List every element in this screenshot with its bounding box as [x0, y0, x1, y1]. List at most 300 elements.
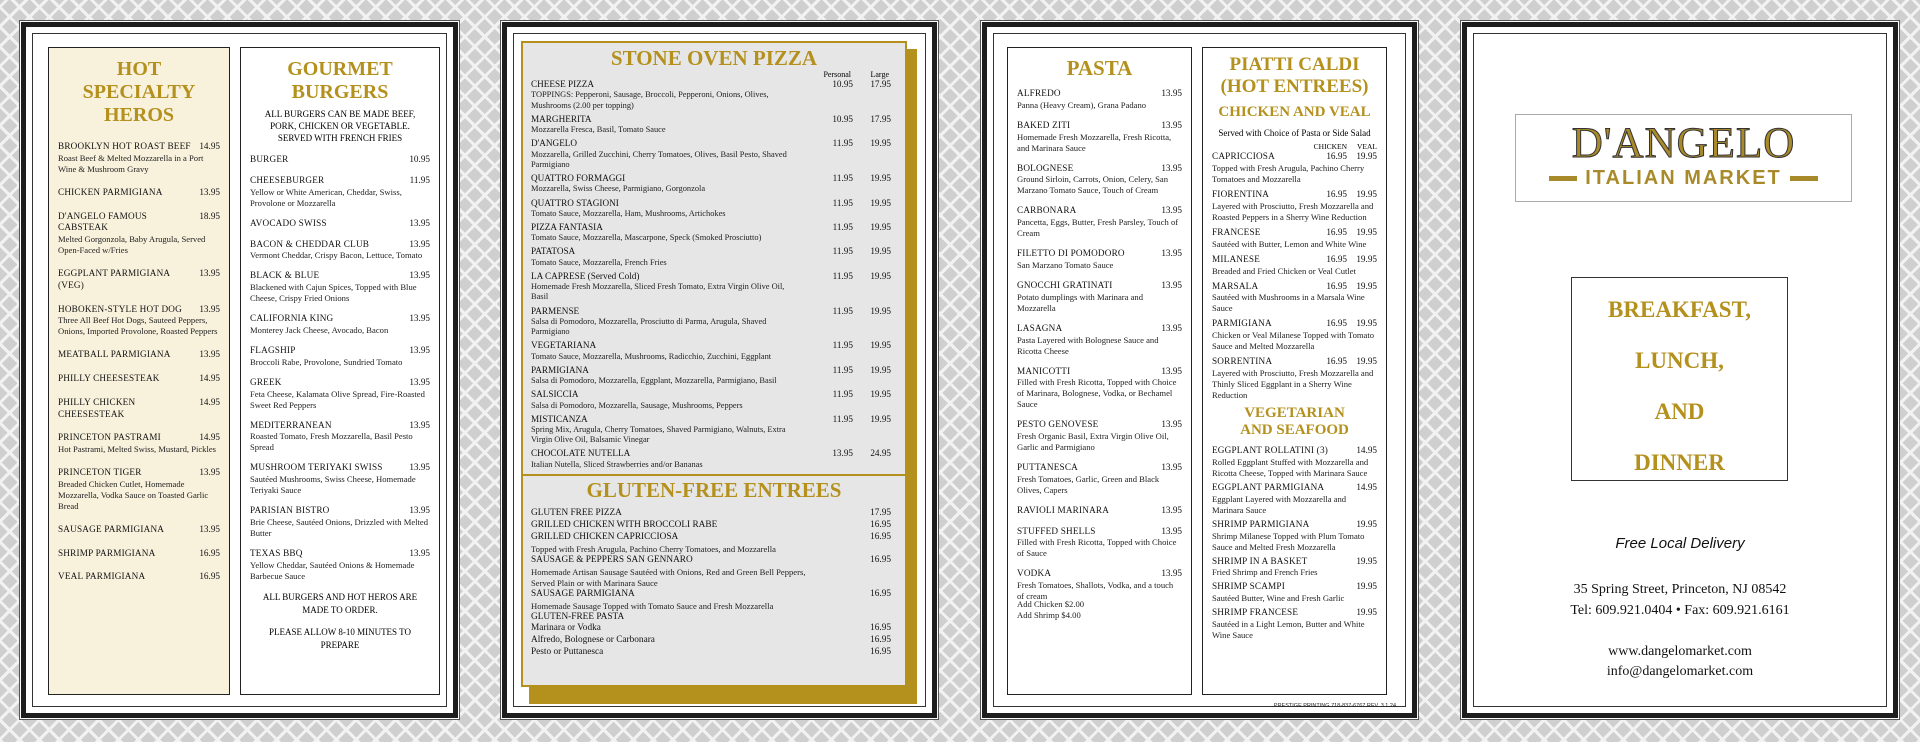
price-chicken: 16.95 — [1326, 318, 1347, 329]
caldi-name: MILANESE — [1212, 253, 1261, 264]
item-price: 16.95 — [199, 571, 220, 582]
price-chicken: 16.95 — [1326, 151, 1347, 162]
pizza-item — [531, 222, 891, 243]
pizza-prices — [815, 138, 891, 149]
pizza-item — [531, 389, 891, 410]
item-price: 13.95 — [199, 186, 220, 197]
pizza-item — [531, 448, 891, 469]
menu-item — [250, 175, 430, 209]
price-personal: 11.95 — [832, 389, 853, 400]
menu-item-row — [58, 548, 220, 560]
item-description: Sautéed Mushrooms, Swiss Cheese, Homemade Teriyaki Sauce — [250, 474, 416, 496]
phone: Tel: 609.921.0404 • Fax: 609.921.6161 — [1570, 603, 1790, 618]
gluten-item — [531, 612, 891, 624]
gluten-item-row — [531, 635, 891, 647]
item-name: FLAGSHIP — [250, 345, 296, 356]
item-name: HOBOKEN-STYLE HOT DOG — [58, 303, 182, 314]
item-name: SHRIMP IN A BASKET — [1212, 555, 1308, 566]
item-description: Homemade Fresh Mozzarella, Fresh Ricotta, and Marinara Sauce — [1017, 131, 1172, 153]
free-delivery: Free Local Delivery — [1615, 535, 1745, 552]
caldi-name: MARSALA — [1212, 280, 1259, 291]
item-name: CALIFORNIA KING — [250, 313, 334, 324]
item-name: MEDITERRANEAN — [250, 419, 332, 430]
item-name: VEAL PARMIGIANA — [58, 571, 146, 582]
caldi-name: PARMIGIANA — [1212, 318, 1272, 329]
pizza-name: CHOCOLATE NUTELLA — [531, 448, 631, 459]
price-personal: 11.95 — [832, 413, 853, 424]
pizza-name: LA CAPRESE (Served Cold) — [531, 270, 640, 281]
caldi-item-row — [1212, 151, 1377, 163]
item-price: 16.95 — [199, 547, 220, 558]
menu-item — [58, 349, 220, 361]
menu-item — [1212, 519, 1377, 553]
pizza-prices — [815, 448, 891, 459]
menu-item-row — [250, 239, 430, 251]
pizza-box — [521, 41, 907, 687]
menu-item-row — [1017, 419, 1182, 431]
price-large: 19.95 — [870, 364, 891, 375]
caldi-item — [1212, 227, 1377, 250]
item-name: EGGPLANT PARMIGIANA — [1212, 482, 1325, 493]
caldi-subtitle: CHICKEN AND VEAL — [1218, 103, 1371, 120]
pizza-list — [523, 79, 905, 470]
item-description: Breaded Chicken Cutlet, Homemade Mozzarella, Vodka Sauce on Toasted Garlic Bread — [58, 478, 209, 511]
item-price: 13.95 — [1161, 504, 1182, 515]
pizza-prices — [815, 414, 891, 425]
menu-item-row — [250, 154, 430, 166]
gluten-divider — [523, 474, 905, 476]
pizza-description: Mozzarella, Grilled Zucchini, Cherry Tomatoes, Olives, Basil Pesto, Shaved Parmigiano — [531, 149, 787, 169]
item-description: Yellow Cheddar, Sautéed Onions & Homemade Barbecue Sauce — [250, 559, 415, 581]
item-name: BROOKLYN HOT ROAST BEEF — [58, 141, 191, 151]
menu-item — [58, 141, 220, 175]
pizza-item-row — [531, 365, 891, 376]
pizza-name: SALSICCIA — [531, 389, 579, 400]
gluten-item-row — [531, 520, 891, 532]
menu-item — [58, 524, 220, 536]
and-text: AND — [1654, 399, 1705, 424]
caldi-prices — [1315, 281, 1377, 293]
item-price: 14.95 — [1356, 445, 1377, 456]
menu-item-row — [1212, 445, 1377, 457]
item-description: Pasta Layered with Bolognese Sauce and Ricotta Cheese — [1017, 334, 1159, 356]
pizza-prices — [815, 365, 891, 376]
item-name: VODKA — [1017, 568, 1052, 579]
pizza-item — [531, 271, 891, 303]
price-personal: 11.95 — [832, 270, 853, 281]
price-personal: 11.95 — [832, 246, 853, 257]
price-personal: 11.95 — [832, 221, 853, 232]
menu-item — [1017, 163, 1182, 197]
pizza-item — [531, 365, 891, 386]
pizza-name: QUATTRO FORMAGGI — [531, 173, 626, 184]
item-name: CHEESEBURGER — [250, 175, 325, 186]
pizza-prices — [815, 173, 891, 184]
item-price: 13.95 — [1161, 162, 1182, 173]
caldi-item-row — [1212, 356, 1377, 368]
pizza-item — [531, 173, 891, 194]
item-price: 13.95 — [199, 523, 220, 534]
price-veal: 19.95 — [1356, 356, 1377, 367]
gluten-description: Homemade Sausage Topped with Tomato Sauce and Fresh Mozzarella — [531, 600, 774, 611]
item-name: PARISIAN BISTRO — [250, 505, 330, 516]
menu-item-row — [1017, 205, 1182, 217]
item-name: CARBONARA — [1017, 205, 1077, 216]
gluten-item-row — [531, 623, 891, 635]
veg-list — [1212, 445, 1377, 641]
price-chicken: 16.95 — [1326, 189, 1347, 200]
menu-item-row — [250, 175, 430, 187]
item-name: GREEK — [250, 376, 282, 387]
gluten-price: 16.95 — [870, 635, 891, 646]
item-name: BACON & CHEDDAR CLUB — [250, 238, 370, 249]
caldi-list — [1212, 151, 1377, 400]
item-price: 18.95 — [199, 210, 220, 221]
heros-title: HOT SPECIALTY HEROS — [82, 58, 196, 126]
pizza-description: Homemade Fresh Mozzarella, Sliced Fresh Tomato, Extra Virgin Olive Oil, Basil — [531, 282, 785, 302]
pizza-description: TOPPINGS: Pepperoni, Sausage, Broccoli, Pepperoni, Onions, Olives, Mushrooms (2.00 per topping) — [531, 90, 769, 110]
gluten-item-row — [531, 508, 891, 520]
pizza-item — [531, 246, 891, 267]
gluten-item — [531, 623, 891, 635]
pizza-item — [531, 414, 891, 446]
pizza-description: Tomato Sauce, Mozzarella, Ham, Mushrooms, Artichokes — [531, 208, 726, 218]
pizza-item-row — [531, 138, 891, 149]
website-link[interactable]: www.dangelomarket.com — [1608, 644, 1752, 659]
breakfast-text: BREAKFAST, — [1608, 297, 1751, 322]
menu-item-row — [1017, 248, 1182, 260]
item-price: 13.95 — [199, 349, 220, 360]
item-description: Potato dumplings with Marinara and Mozzarella — [1017, 291, 1144, 313]
pizza-description: Mozzarella Fresca, Basil, Tomato Sauce — [531, 125, 666, 135]
item-name: MUSHROOM TERIYAKI SWISS — [250, 462, 383, 473]
menu-item-row — [58, 268, 220, 292]
item-description: Hot Pastrami, Melted Swiss, Mustard, Pickles — [58, 444, 217, 455]
gluten-item-row — [531, 612, 891, 624]
item-description: Fresh Organic Basil, Extra Virgin Olive Oil, Garlic and Parmigiano — [1017, 431, 1169, 453]
item-price: 13.95 — [199, 303, 220, 314]
pizza-prices — [815, 79, 891, 90]
price-large: 19.95 — [870, 221, 891, 232]
pizza-col-personal: Personal — [823, 70, 851, 80]
pizza-size-header — [523, 70, 905, 79]
item-price: 13.95 — [199, 467, 220, 478]
item-price: 13.95 — [1161, 248, 1182, 259]
gluten-name: Alfredo, Bolognese or Carbonara — [531, 635, 655, 646]
item-name: SHRIMP SCAMPI — [1212, 581, 1285, 592]
menu-item — [58, 432, 220, 455]
menu-item — [1017, 419, 1182, 453]
pizza-prices — [815, 306, 891, 317]
item-description: Blackened with Cajun Spices, Topped with Blue Cheese, Crispy Fried Onions — [250, 282, 417, 304]
price-large: 19.95 — [870, 246, 891, 257]
menu-item — [58, 571, 220, 583]
gluten-name: SAUSAGE PARMIGIANA — [531, 588, 635, 599]
menu-item-row — [1017, 323, 1182, 335]
menu-item-row — [250, 420, 430, 432]
item-description: San Marzano Tomato Sauce — [1017, 259, 1114, 270]
caldi-item-row — [1212, 318, 1377, 330]
gluten-price: 17.95 — [870, 508, 891, 519]
menu-item — [1017, 462, 1182, 496]
menu-item — [250, 548, 430, 582]
add-chicken: Add Chicken $2.00 — [1017, 599, 1085, 610]
pizza-description: Tomato Sauce, Mozzarella, Mushrooms, Radicchio, Zucchini, Eggplant — [531, 351, 772, 361]
menu-item — [250, 377, 430, 411]
gluten-item-row — [531, 589, 891, 601]
menu-item — [58, 548, 220, 560]
menu-item — [250, 420, 430, 454]
pasta-title: PASTA — [1066, 56, 1133, 80]
item-name: BURGER — [250, 154, 289, 165]
gluten-name: GLUTEN FREE PIZZA — [531, 508, 622, 519]
pizza-description: Spring Mix, Arugula, Cherry Tomatoes, Shaved Parmigiano, Walnuts, Extra Virgin Olive Oil, Balsamic Vinegar — [531, 424, 786, 445]
caldi-name: SORRENTINA — [1212, 356, 1273, 367]
email-link[interactable]: info@dangelomarket.com — [1606, 664, 1754, 679]
gluten-item — [531, 508, 891, 520]
menu-cover-panel — [1462, 22, 1898, 718]
menu-item-row — [58, 397, 220, 421]
price-personal: 10.95 — [832, 79, 853, 90]
logo-subtitle: ITALIAN MARKET — [1585, 167, 1782, 189]
price-personal: 11.95 — [832, 364, 853, 375]
item-name: SAUSAGE PARMIGIANA — [58, 523, 165, 534]
menu-item-row — [58, 373, 220, 385]
pizza-prices — [815, 340, 891, 351]
item-price: 13.95 — [409, 217, 430, 228]
menu-item — [250, 270, 430, 304]
menu-item-row — [1017, 526, 1182, 538]
gluten-item — [531, 647, 891, 659]
price-personal: 13.95 — [832, 448, 853, 459]
pizza-prices — [815, 271, 891, 282]
caldi-item — [1212, 318, 1377, 352]
pizza-item — [531, 306, 891, 338]
menu-item — [1017, 366, 1182, 411]
item-name: PRINCETON PASTRAMI — [58, 432, 161, 443]
logo-main: D'ANGELO — [1571, 120, 1796, 167]
menu-item-row — [250, 345, 430, 357]
caldi-served-with: Served with Choice of Pasta or Side Salad — [1218, 127, 1371, 138]
pizza-item-row — [531, 79, 891, 90]
menu-item-row — [250, 548, 430, 560]
pizza-name: MARGHERITA — [531, 113, 592, 124]
item-price: 13.95 — [1161, 322, 1182, 333]
price-veal: 19.95 — [1356, 318, 1377, 329]
pizza-description: Tomato Sauce, Mozzarella, French Fries — [531, 257, 667, 267]
menu-item-row — [1212, 607, 1377, 619]
item-description: Three All Beef Hot Dogs, Sauteed Peppers, Onions, Imported Provolone, Roasted Peppers — [58, 315, 218, 337]
caldi-column — [1202, 47, 1387, 695]
caldi-description: Sautéed with Butter, Lemon and White Wine — [1212, 238, 1367, 249]
menu-item — [250, 345, 430, 368]
price-veal: 19.95 — [1356, 189, 1377, 200]
menu-item — [58, 397, 220, 421]
menu-item — [1212, 445, 1377, 479]
item-description: Shrimp Milanese Topped with Plum Tomato Sauce and Melted Fresh Mozzarella — [1212, 530, 1365, 552]
burgers-intro: ALL BURGERS CAN BE MADE BEEF, PORK, CHICKEN OR VEGETABLE. SERVED WITH FRENCH FRIES — [264, 109, 416, 144]
item-price: 13.95 — [409, 270, 430, 281]
menu-item-row — [58, 141, 220, 153]
price-veal: 19.95 — [1356, 226, 1377, 237]
item-price: 13.95 — [1161, 88, 1182, 99]
item-name: EGGPLANT ROLLATINI (3) — [1212, 445, 1328, 456]
menu-item-row — [1212, 519, 1377, 531]
gluten-item-row — [531, 555, 891, 567]
pizza-name: PATATOSA — [531, 246, 576, 257]
price-large: 17.95 — [870, 113, 891, 124]
price-personal: 11.95 — [832, 173, 853, 184]
caldi-prices — [1315, 189, 1377, 201]
menu-panel-2 — [502, 22, 937, 718]
pizza-item-row — [531, 173, 891, 184]
caldi-description: Breaded and Fried Chicken or Veal Cutlet — [1212, 265, 1356, 276]
menu-item — [250, 154, 430, 166]
price-chicken: 16.95 — [1326, 280, 1347, 291]
caldi-name: FIORENTINA — [1212, 189, 1270, 200]
gluten-price: 16.95 — [870, 519, 891, 530]
menu-item — [58, 187, 220, 199]
menu-item-row — [1017, 88, 1182, 100]
item-name: PESTO GENOVESE — [1017, 419, 1099, 430]
burgers-list — [250, 154, 430, 581]
pizza-item-row — [531, 222, 891, 233]
caldi-item — [1212, 254, 1377, 277]
pizza-description: Italian Nutella, Sliced Strawberries and/or Bananas — [531, 459, 703, 469]
menu-item — [1017, 280, 1182, 314]
menu-item-row — [1017, 505, 1182, 517]
logo-ornament-right — [1790, 176, 1818, 181]
price-veal: 19.95 — [1356, 151, 1377, 162]
item-price: 13.95 — [199, 268, 220, 279]
item-name: PRINCETON TIGER — [58, 467, 142, 478]
printer-credit: PRESTIGE PRINTING 718-837-6767 REV. 3.1.24 — [1273, 703, 1396, 709]
logo-sub — [1516, 167, 1851, 190]
pizza-item — [531, 79, 891, 111]
item-name: MANICOTTI — [1017, 365, 1071, 376]
dinner-text: DINNER — [1634, 450, 1725, 475]
item-name: STUFFED SHELLS — [1017, 525, 1096, 536]
pizza-prices — [815, 389, 891, 400]
hours-box — [1571, 277, 1788, 481]
caldi-description: Topped with Fresh Arugula, Pachino Cherry Tomatoes and Mozzarella — [1212, 163, 1365, 185]
menu-item — [1017, 248, 1182, 271]
caldi-name: CAPRICCIOSA — [1212, 151, 1275, 162]
menu-item — [250, 313, 430, 336]
caldi-col-veal: VEAL — [1357, 142, 1377, 152]
menu-item — [1017, 568, 1182, 602]
item-name: D'ANGELO FAMOUS CABSTEAK — [58, 210, 147, 233]
menu-item-row — [1017, 366, 1182, 378]
menu-item — [250, 462, 430, 496]
pizza-name: QUATTRO STAGIONI — [531, 197, 619, 208]
item-price: 13.95 — [1161, 568, 1182, 579]
pizza-name: CHEESE PIZZA — [531, 79, 595, 90]
item-name: PHILLY CHEESESTEAK — [58, 373, 160, 384]
menu-item — [1212, 581, 1377, 604]
item-price: 19.95 — [1356, 581, 1377, 592]
gluten-item — [531, 635, 891, 647]
item-name: TEXAS BBQ — [250, 547, 303, 558]
item-description: Ground Sirloin, Carrots, Onion, Celery, San Marzano Tomato Sauce, Touch of Cream — [1017, 174, 1169, 196]
item-price: 11.95 — [409, 175, 430, 186]
burgers-note-made-to-order: ALL BURGERS AND HOT HEROS ARE MADE TO ORDER. — [262, 591, 418, 616]
caldi-title: PIATTI CALDI (HOT ENTREES) — [1220, 54, 1369, 97]
gluten-name: GRILLED CHICKEN WITH BROCCOLI RABE — [531, 519, 718, 530]
item-name: SHRIMP PARMIGIANA — [58, 547, 156, 558]
item-description: Pancetta, Eggs, Butter, Fresh Parsley, Touch of Cream — [1017, 217, 1179, 239]
menu-item-row — [58, 349, 220, 361]
menu-item-row — [250, 270, 430, 282]
menu-item-row — [1017, 280, 1182, 292]
menu-item-row — [58, 187, 220, 199]
item-price: 13.95 — [1161, 419, 1182, 430]
pizza-item-row — [531, 114, 891, 125]
gluten-description: Topped with Fresh Arugula, Pachino Cherry Tomatoes, and Mozzarella — [531, 543, 776, 554]
menu-item-row — [1017, 163, 1182, 175]
item-description: Roasted Tomato, Fresh Mozzarella, Basil Pesto Spread — [250, 431, 413, 453]
pizza-prices — [815, 114, 891, 125]
pizza-item — [531, 340, 891, 361]
price-chicken: 16.95 — [1326, 226, 1347, 237]
caldi-item-row — [1212, 281, 1377, 293]
menu-item — [58, 373, 220, 385]
menu-item — [1017, 323, 1182, 357]
pizza-title: STONE OVEN PIZZA — [610, 46, 818, 70]
pizza-col-large: Large — [870, 70, 889, 80]
pizza-description: Salsa di Pomodoro, Mozzarella, Prosciutto di Parma, Arugula, Shaved Parmigiano — [531, 316, 767, 337]
menu-item — [1017, 205, 1182, 239]
address: 35 Spring Street, Princeton, NJ 08542 — [1573, 582, 1787, 597]
caldi-item-row — [1212, 189, 1377, 201]
item-price: 13.95 — [1161, 119, 1182, 130]
item-price: 13.95 — [409, 345, 430, 356]
item-price: 19.95 — [1356, 607, 1377, 618]
item-description: Broccoli Rabe, Provolone, Sundried Tomato — [250, 356, 403, 367]
add-shrimp: Add Shrimp $4.00 — [1017, 610, 1081, 621]
menu-item-row — [1212, 556, 1377, 568]
price-large: 19.95 — [870, 305, 891, 316]
price-personal: 11.95 — [832, 138, 853, 149]
item-name: RAVIOLI MARINARA — [1017, 504, 1110, 515]
pizza-description: Mozzarella, Swiss Cheese, Parmigiano, Gorgonzola — [531, 184, 706, 194]
caldi-prices — [1315, 356, 1377, 368]
price-large: 19.95 — [870, 413, 891, 424]
menu-item-row — [250, 377, 430, 389]
price-large: 19.95 — [870, 389, 891, 400]
pizza-item-row — [531, 448, 891, 459]
gluten-name: SAUSAGE & PEPPERS SAN GENNARO — [531, 554, 693, 565]
menu-item — [1017, 526, 1182, 560]
caldi-description: Layered with Prosciutto, Fresh Mozzarella and Thinly Sliced Eggplant in a Sherry Wine Reduction — [1212, 367, 1374, 400]
price-large: 19.95 — [870, 197, 891, 208]
menu-item-row — [58, 304, 220, 316]
pasta-extras — [1017, 599, 1182, 621]
gluten-price: 16.95 — [870, 647, 891, 658]
burgers-column — [240, 47, 440, 695]
pizza-item — [531, 198, 891, 219]
menu-item-row — [1017, 120, 1182, 132]
item-price: 19.95 — [1356, 518, 1377, 529]
pasta-column — [1007, 47, 1192, 695]
menu-item — [58, 304, 220, 338]
caldi-item — [1212, 356, 1377, 401]
pizza-prices — [815, 198, 891, 209]
menu-item-row — [250, 505, 430, 517]
menu-item-row — [58, 211, 220, 235]
menu-item — [58, 211, 220, 257]
logo — [1515, 114, 1852, 202]
